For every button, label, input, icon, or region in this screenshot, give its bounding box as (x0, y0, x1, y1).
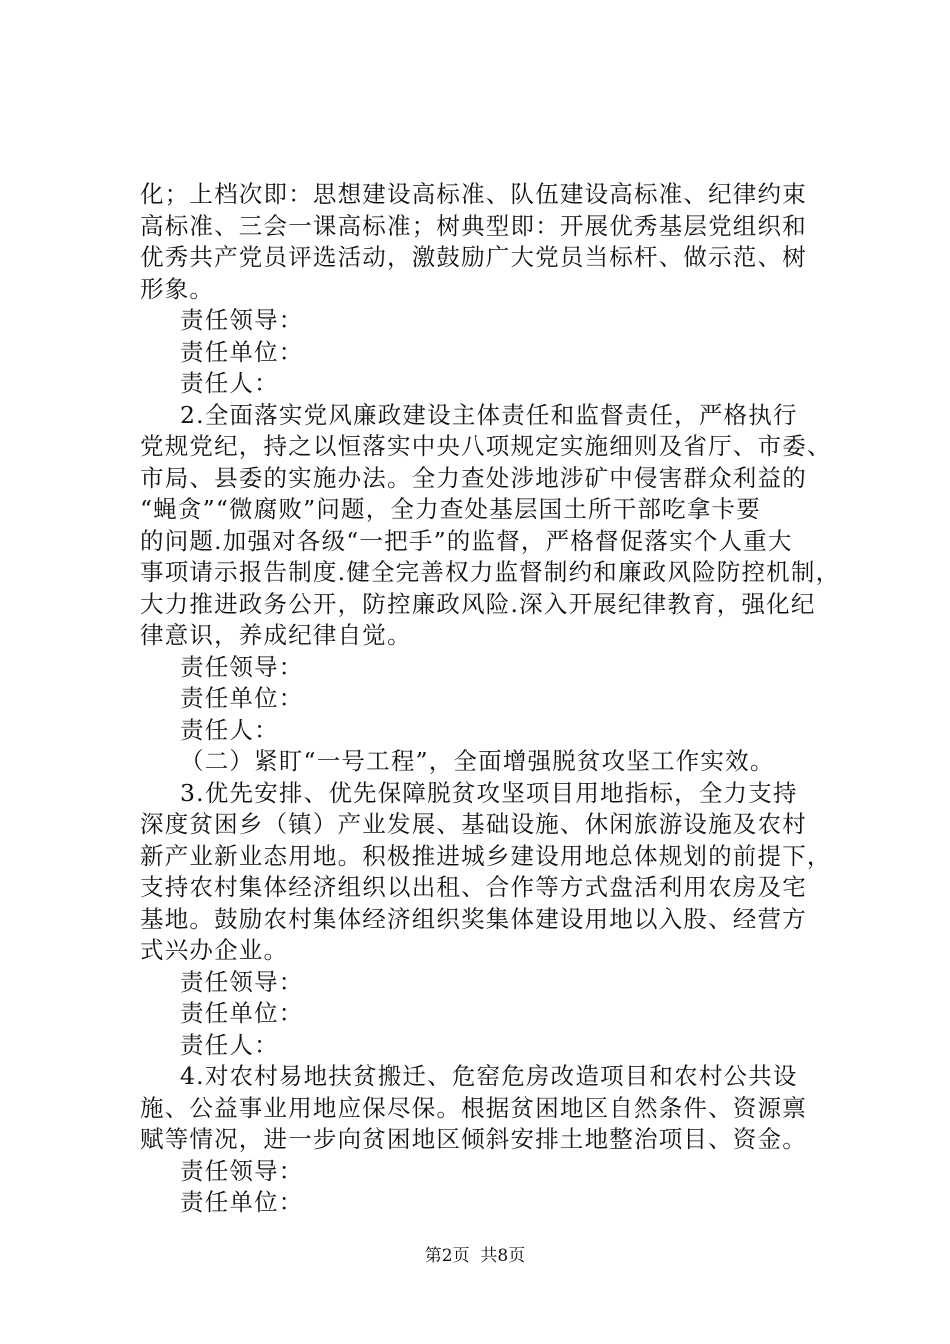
text-line: 责任单位： (180, 999, 304, 1027)
text-line: “蝇贪”“微腐败”问题，全力查处基层国土所干部吃拿卡要 (140, 495, 761, 523)
page-total: 共8页 (480, 1246, 526, 1266)
text-line: 式兴办企业。 (140, 936, 289, 964)
text-line: 责任单位： (180, 337, 304, 366)
text-line: 3.优先安排、优先保障脱贫攻坚项目用地指标，全力支持 (180, 778, 798, 807)
text-line: 责任领导： (180, 306, 304, 334)
text-line: 责任人： (180, 369, 279, 397)
text-line: 律意识，养成纪律自觉。 (140, 621, 412, 649)
text-line: 责任人： (180, 715, 279, 744)
text-line: 支持农村集体经济组织以出租、合作等方式盘活利用农房及宅 (140, 873, 807, 901)
text-line: 责任单位： (180, 1188, 304, 1216)
text-line: 大力推进政务公开，防控廉政风险.深入开展纪律教育，强化纪 (140, 589, 816, 618)
text-line: 赋等情况，进一步向贫困地区倾斜安排土地整治项目、资金。 (140, 1125, 807, 1153)
page-footer (0, 1244, 950, 1268)
text-line: 深度贫困乡（镇）产业发展、基础设施、休闲旅游设施及农村 (140, 810, 807, 838)
text-line: 形象。 (140, 274, 215, 303)
text-line: 事项请示报告制度.健全完善权力监督制约和廉政风险防控机制， (140, 558, 841, 586)
page-number: 第2页 (424, 1246, 470, 1266)
text-line: 的问题.加强对各级“一把手”的监督，严格督促落实个人重大 (140, 526, 793, 555)
text-line: 新产业新业态用地。积极推进城乡建设用地总体规划的前提下， (140, 841, 832, 870)
text-line: 责任领导： (180, 967, 304, 996)
text-line: 基地。鼓励农村集体经济组织奖集体建设用地以入股、经营方 (140, 904, 807, 933)
text-line: 4.对农村易地扶贫搬迁、危窑危房改造项目和农村公共设 (180, 1062, 798, 1090)
document-body (140, 179, 841, 1219)
text-line: 优秀共产党员评选活动，激鼓励广大党员当标杆、做示范、树 (140, 243, 807, 271)
text-line: 2.全面落实党风廉政建设主体责任和监督责任，严格执行 (180, 400, 798, 429)
text-line: 责任领导： (180, 1156, 304, 1185)
text-line: 责任领导： (180, 652, 304, 681)
text-line: 化；上档次即：思想建设高标准、队伍建设高标准、纪律约束 (140, 180, 807, 208)
text-line: 责任人： (180, 1030, 279, 1059)
text-line: 责任单位： (180, 684, 304, 712)
text-line: 高标准、三会一课高标准；树典型即：开展优秀基层党组织和 (140, 211, 807, 240)
text-line: 施、公益事业用地应保尽保。根据贫困地区自然条件、资源禀 (140, 1093, 807, 1122)
text-line: 党规党纪，持之以恒落实中央八项规定实施细则及省厅、市委、 (140, 432, 832, 460)
text-line: （二）紧盯“一号工程”，全面增强脱贫攻坚工作实效。 (180, 747, 775, 775)
text-line: 市局、县委的实施办法。全力查处涉地涉矿中侵害群众利益的 (140, 463, 807, 492)
